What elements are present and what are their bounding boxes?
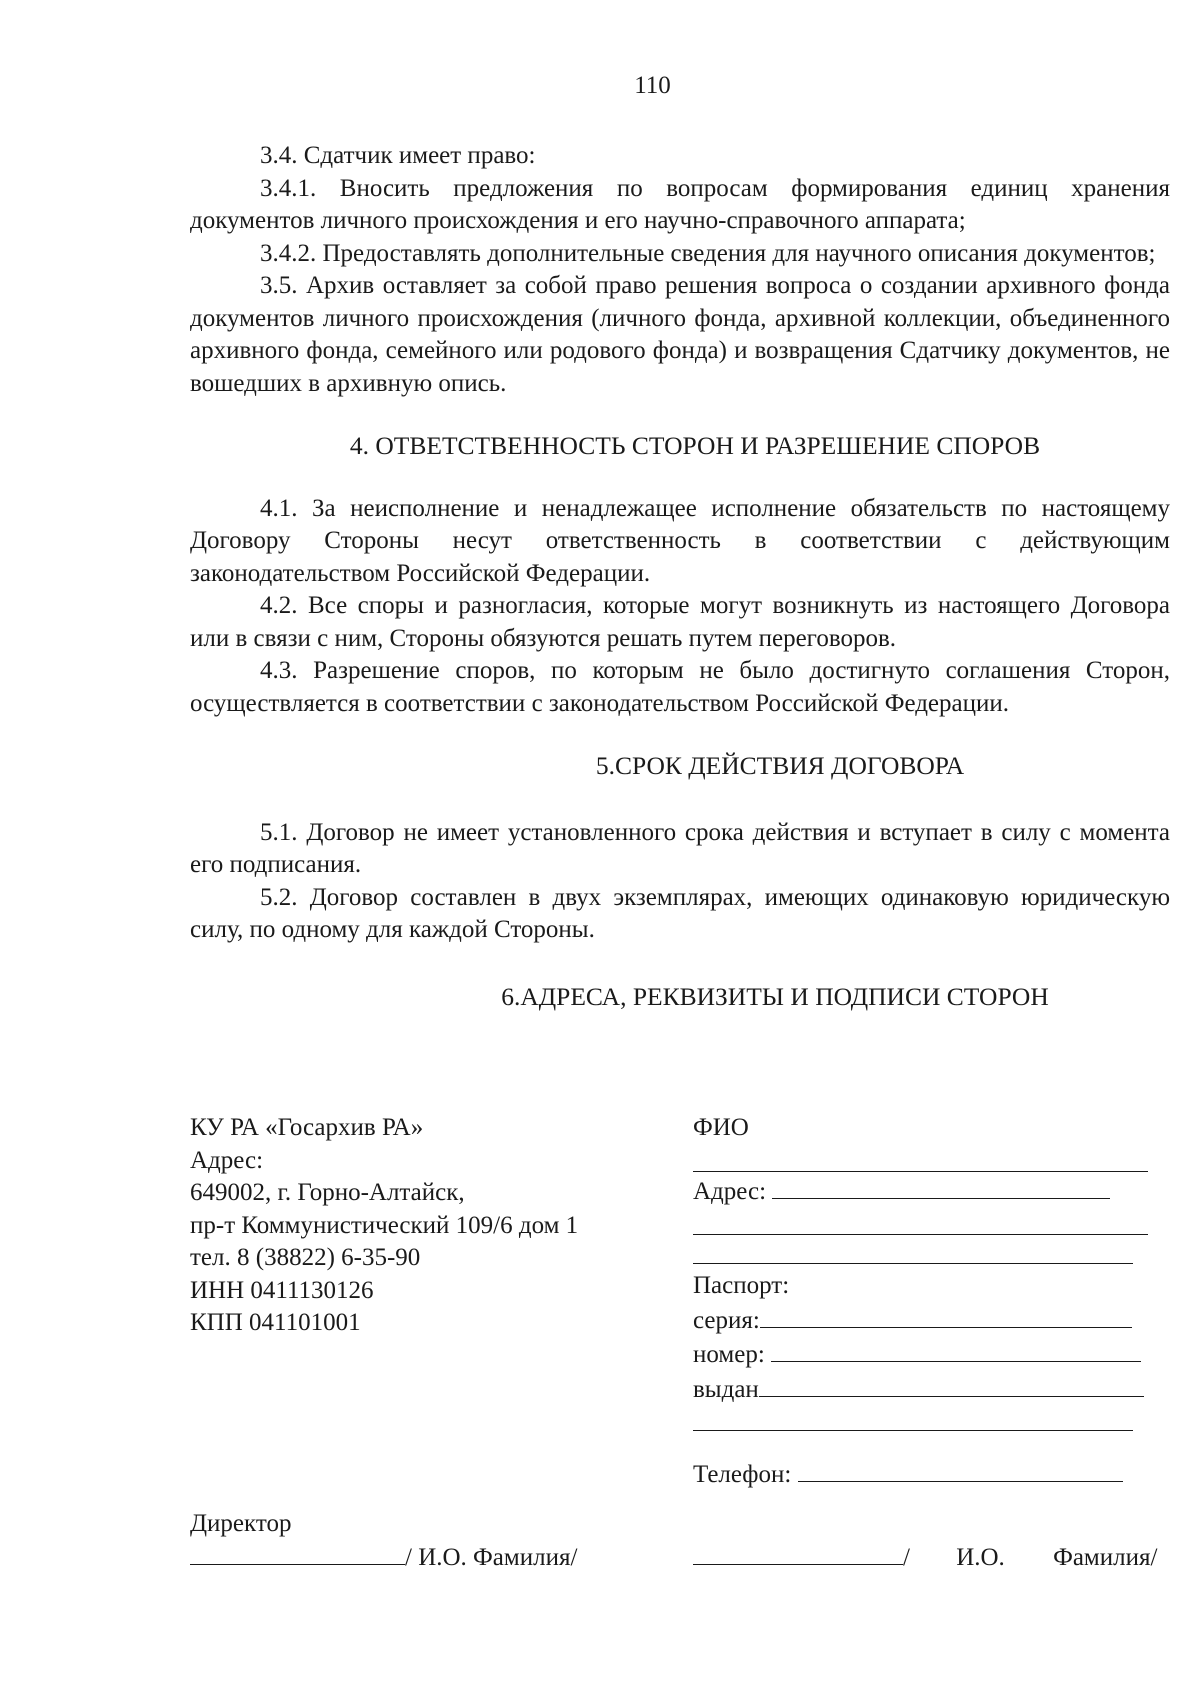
- right-number-label: номер:: [693, 1341, 765, 1368]
- right-signature-slash: /: [903, 1544, 910, 1571]
- issued-blank-line[interactable]: [759, 1372, 1144, 1397]
- clause-4-3: 4.3. Разрешение споров, по которым не было достигнуто соглашения Сторон, осуществляется в соответствии с законодательством Российской Федерации.: [190, 657, 1170, 717]
- left-signature-row: [190, 1540, 670, 1574]
- right-party-details: [693, 1112, 1163, 1492]
- left-party-details: [190, 1112, 670, 1340]
- right-passport-label: Паспорт:: [693, 1272, 790, 1299]
- left-kpp: КПП 041101001: [190, 1309, 361, 1336]
- clause-5-2: 5.2. Договор составлен в двух экземплярах, имеющих одинаковую юридическую силу, по одному для каждой Стороны.: [190, 883, 1170, 943]
- number-blank-line[interactable]: [771, 1337, 1141, 1362]
- right-signature-io: И.О.: [956, 1544, 1005, 1571]
- right-issued-label: выдан: [693, 1375, 759, 1403]
- left-party-name: КУ РА «Госархив РА»: [190, 1114, 424, 1141]
- right-phone-label: Телефон:: [693, 1461, 792, 1488]
- right-fio-label: ФИО: [693, 1114, 749, 1141]
- left-signer-title: Директор: [190, 1510, 292, 1537]
- right-address-row: [693, 1174, 1163, 1209]
- page-number: 110: [634, 72, 671, 99]
- right-series-row: [693, 1303, 1163, 1338]
- clause-3-5: 3.5. Архив оставляет за собой право решения вопроса о создании архивного фонда документов личного происхождения (личного фонда, архивной коллекции, объединенного архивного фонда, семейного или родового фонда) и возвращения Сдатчику документов, не вошедших в архивную опись.: [190, 272, 1170, 397]
- left-signature-block: [190, 1508, 670, 1574]
- right-phone-row: [693, 1457, 1163, 1492]
- clause-3-4-1: 3.4.1. Вносить предложения по вопросам формирования единиц хранения документов личного происхождения и его научно-справочного аппарата;: [190, 174, 1170, 234]
- address-blank-line[interactable]: [772, 1174, 1110, 1199]
- left-address-line2: пр-т Коммунистический 109/6 дом 1: [190, 1211, 579, 1239]
- right-series-label: серия:: [693, 1306, 760, 1334]
- right-signature-block: [693, 1540, 1173, 1572]
- right-address-label: Адрес:: [693, 1177, 767, 1205]
- right-number-row: [693, 1337, 1163, 1372]
- right-signature-blank[interactable]: [693, 1540, 903, 1565]
- clause-3-4: 3.4. Сдатчик имеет право:: [260, 142, 536, 169]
- clause-4-1: 4.1. За неисполнение и ненадлежащее исполнение обязательств по настоящему Договору Стороны несут ответственность в соответствии с действующим законодательством Российской Федерации.: [190, 494, 1170, 587]
- phone-blank-line[interactable]: [798, 1457, 1123, 1482]
- clause-3-4-2: 3.4.2. Предоставлять дополнительные сведения для научного описания документов;: [260, 239, 1156, 267]
- series-blank-line[interactable]: [760, 1303, 1132, 1328]
- right-issued-row: [693, 1372, 1163, 1407]
- left-address-line1: 649002, г. Горно-Алтайск,: [190, 1179, 465, 1206]
- left-phone: тел. 8 (38822) 6-35-90: [190, 1244, 421, 1271]
- issued-blank-line-2[interactable]: [693, 1402, 1133, 1431]
- fio-blank-line[interactable]: [693, 1143, 1148, 1172]
- contract-body: [190, 140, 1170, 1053]
- left-address-label: Адрес:: [190, 1146, 264, 1174]
- clause-4-2: 4.2. Все споры и разногласия, которые могут возникнуть из настоящего Договора или в связи с ним, Стороны обязуются решать путем переговоров.: [190, 592, 1170, 652]
- section-4-title: 4. ОТВЕТСТВЕННОСТЬ СТОРОН И РАЗРЕШЕНИЕ СПОРОВ: [349, 431, 1041, 460]
- section-5-title: 5.СРОК ДЕЙСТВИЯ ДОГОВОРА: [595, 751, 965, 780]
- section-6-title: 6.АДРЕСА, РЕКВИЗИТЫ И ПОДПИСИ СТОРОН: [501, 981, 1049, 1011]
- left-signature-blank[interactable]: [190, 1540, 405, 1565]
- address-blank-line-3[interactable]: [693, 1235, 1133, 1264]
- left-signature-caption: / И.О. Фамилия/: [405, 1544, 578, 1571]
- clause-5-1: 5.1. Договор не имеет установленного срока действия и вступает в силу с момента его подписания.: [190, 818, 1170, 878]
- right-signature-surname: Фамилия/: [1053, 1544, 1158, 1571]
- left-inn: ИНН 0411130126: [190, 1276, 374, 1304]
- address-blank-line-2[interactable]: [693, 1206, 1148, 1235]
